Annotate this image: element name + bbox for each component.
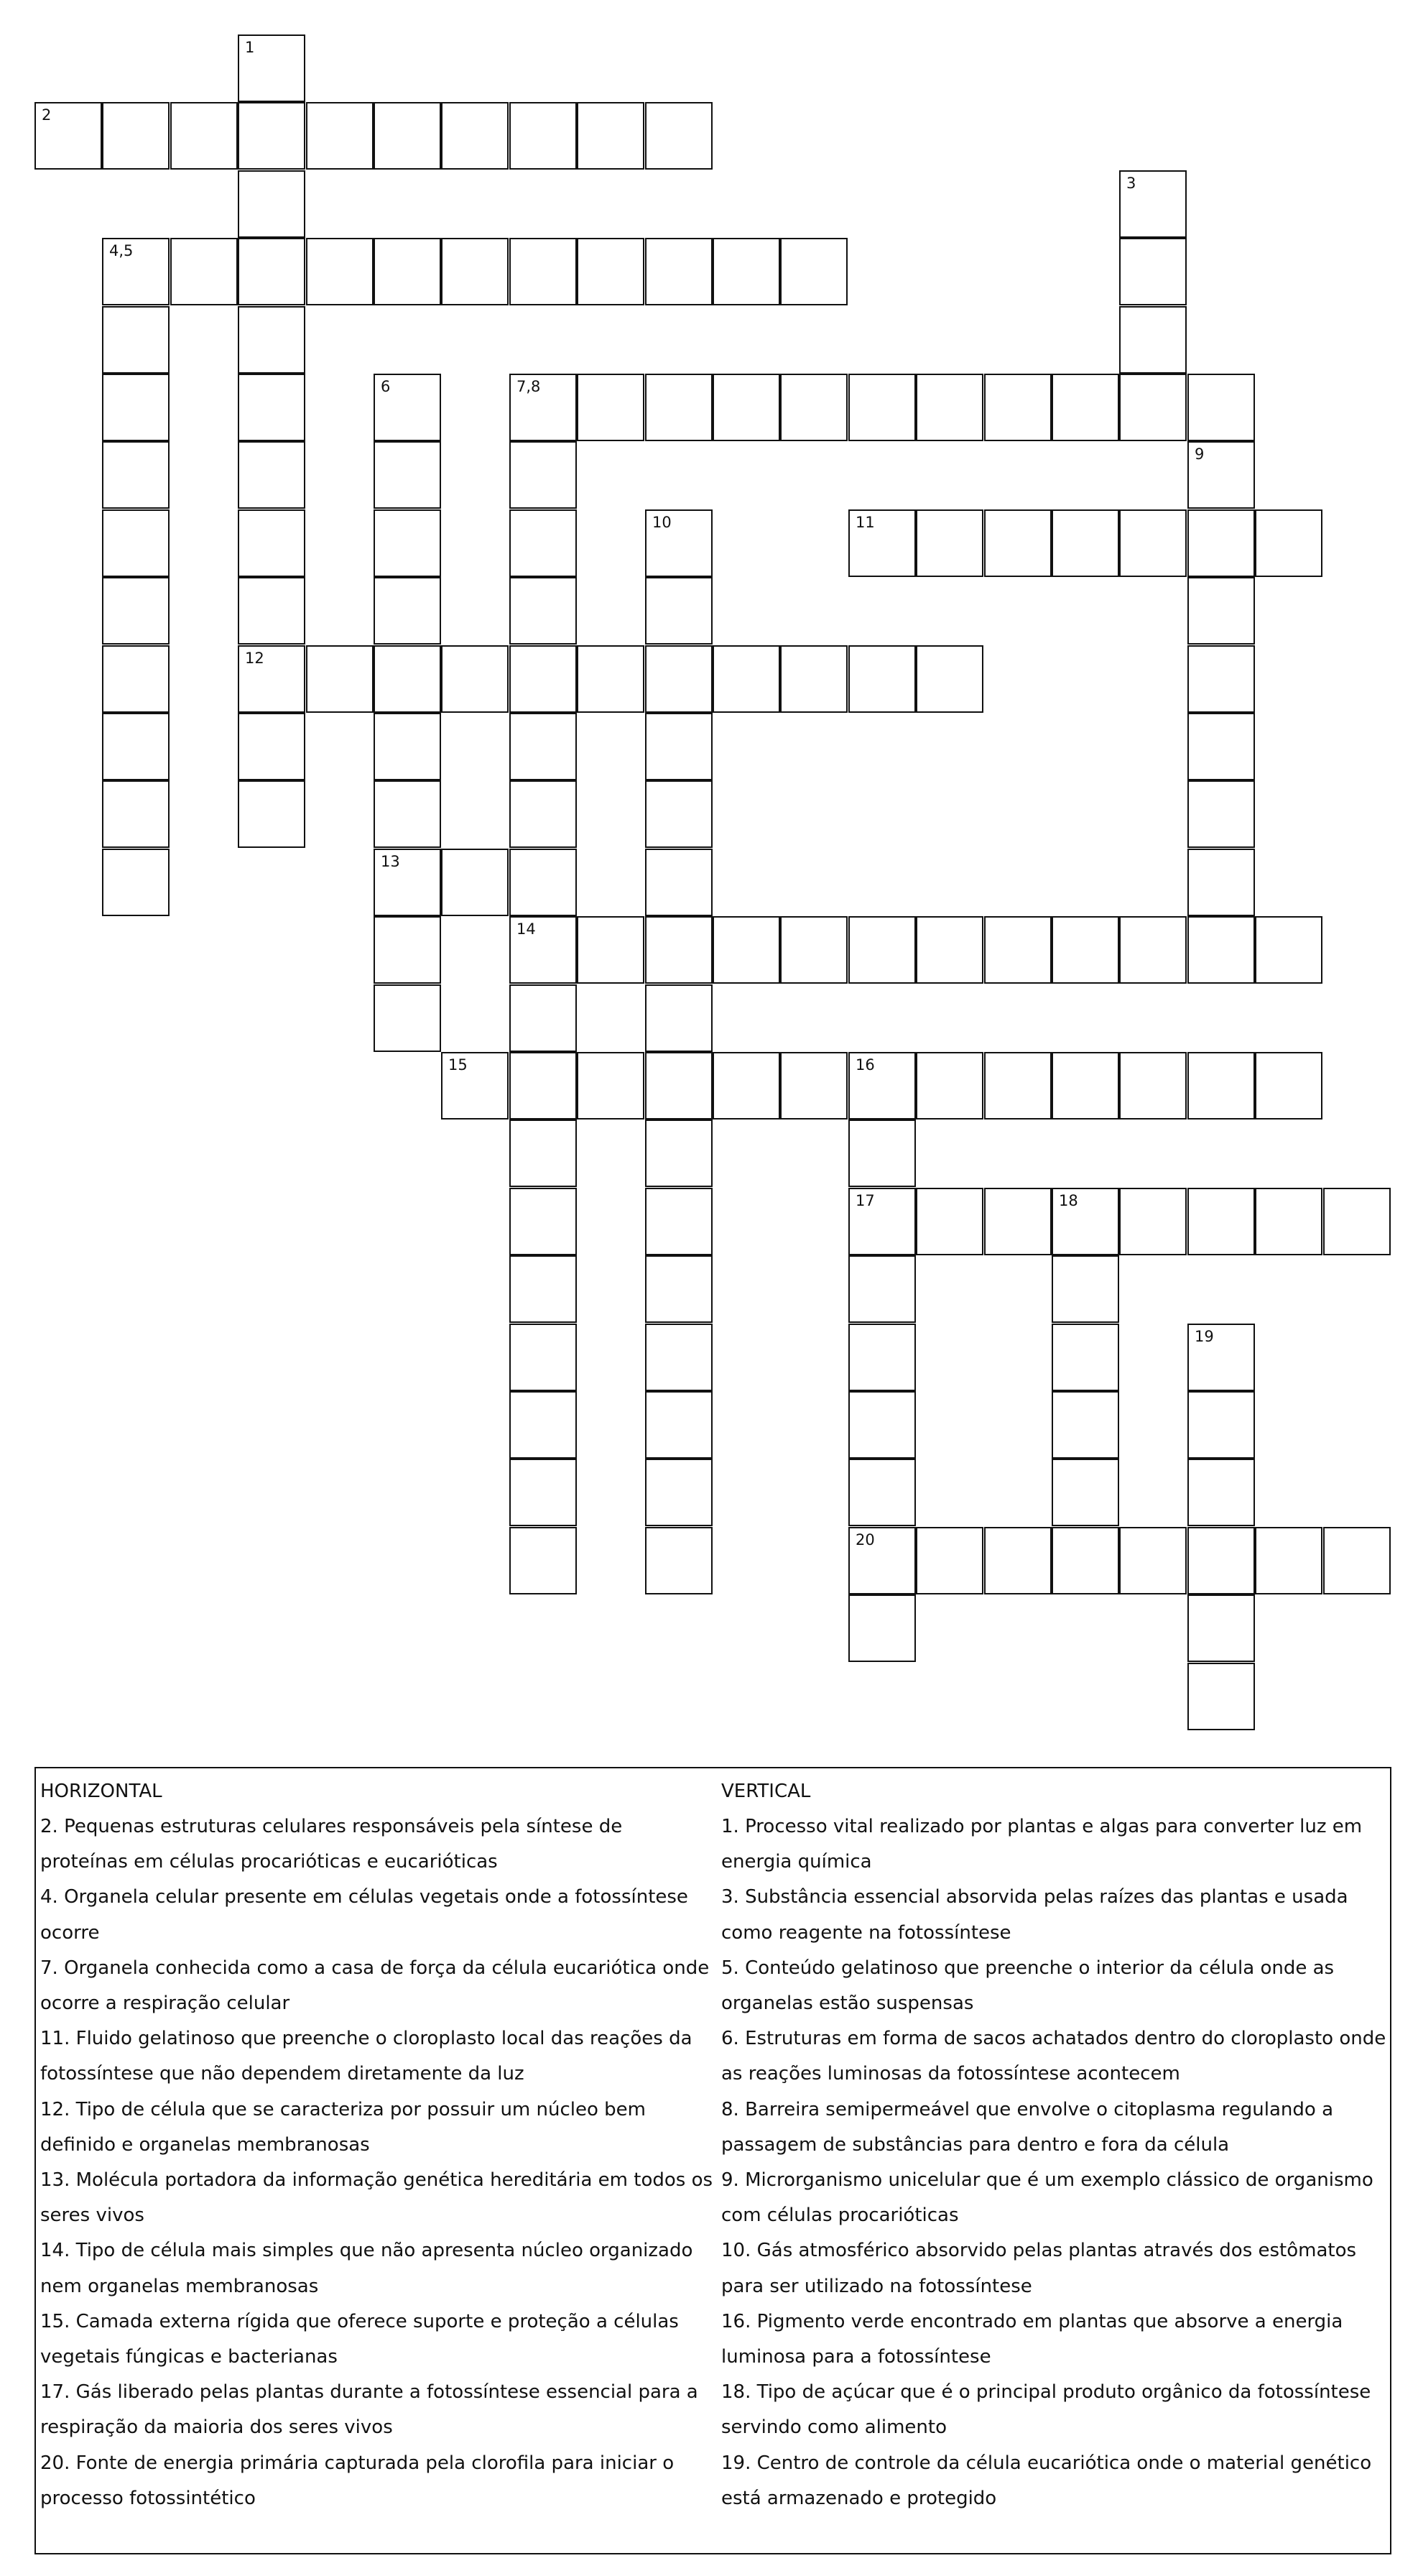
crossword-cell[interactable] bbox=[1187, 1052, 1255, 1120]
crossword-cell[interactable] bbox=[1119, 1052, 1187, 1120]
crossword-cell[interactable] bbox=[645, 102, 713, 170]
crossword-cell[interactable] bbox=[984, 916, 1052, 984]
crossword-cell[interactable] bbox=[713, 916, 780, 984]
crossword-cell[interactable] bbox=[713, 1052, 780, 1120]
crossword-cell[interactable] bbox=[1052, 509, 1119, 577]
crossword-cell[interactable] bbox=[509, 1324, 577, 1391]
crossword-cell[interactable] bbox=[170, 102, 238, 170]
clue-number: 10 bbox=[652, 514, 672, 531]
crossword-cell[interactable] bbox=[848, 1120, 916, 1187]
crossword-cell[interactable] bbox=[1187, 916, 1255, 984]
crossword-cell[interactable] bbox=[374, 984, 441, 1052]
crossword-cell[interactable] bbox=[238, 34, 305, 102]
crossword-cell[interactable] bbox=[848, 1324, 916, 1391]
crossword-cell[interactable] bbox=[577, 916, 644, 984]
crossword-cell[interactable] bbox=[1119, 170, 1187, 238]
crossword-cell[interactable] bbox=[713, 238, 780, 305]
crossword-cell[interactable] bbox=[1052, 1527, 1119, 1594]
vertical-heading: VERTICAL bbox=[721, 1781, 811, 1802]
crossword-cell[interactable] bbox=[1187, 1188, 1255, 1255]
clue-vertical-19: 19. Centro de controle da célula eucariótica onde o material genético está armazenado e protegido bbox=[721, 2452, 1372, 2509]
crossword-cell[interactable] bbox=[102, 306, 170, 374]
crossword-cell[interactable] bbox=[1052, 1391, 1119, 1459]
crossword-cell[interactable] bbox=[916, 1052, 983, 1120]
clue-horizontal-20: 20. Fonte de energia primária capturada pela clorofila para iniciar o processo fotossintético bbox=[40, 2452, 675, 2509]
crossword-cell[interactable] bbox=[170, 238, 238, 305]
clue-horizontal-13: 13. Molécula portadora da informação genética hereditária em todos os seres vivos bbox=[40, 2169, 713, 2227]
clue-number: 20 bbox=[856, 1531, 875, 1548]
crossword-cell[interactable] bbox=[848, 1391, 916, 1459]
crossword-cell[interactable] bbox=[916, 1527, 983, 1594]
crossword-cell[interactable] bbox=[238, 170, 305, 238]
crossword-cell[interactable] bbox=[441, 645, 509, 713]
crossword-cell[interactable] bbox=[848, 1052, 916, 1120]
crossword-cell[interactable] bbox=[1187, 509, 1255, 577]
crossword-cell[interactable] bbox=[780, 1052, 848, 1120]
crossword-cell[interactable] bbox=[306, 645, 374, 713]
crossword-cell[interactable] bbox=[645, 509, 713, 577]
vertical-clues bbox=[721, 1774, 1389, 2516]
crossword-cell[interactable] bbox=[102, 441, 170, 509]
clue-vertical-1: 1. Processo vital realizado por plantas e algas para converter luz em energia química bbox=[721, 1816, 1363, 1873]
crossword-cell[interactable] bbox=[374, 916, 441, 984]
clue-number: 12 bbox=[245, 650, 264, 667]
crossword-cell[interactable] bbox=[645, 1391, 713, 1459]
crossword-cell[interactable] bbox=[238, 577, 305, 645]
crossword-cell[interactable] bbox=[1119, 916, 1187, 984]
crossword-cell[interactable] bbox=[238, 645, 305, 713]
crossword-cell[interactable] bbox=[645, 1459, 713, 1526]
clue-horizontal-11: 11. Fluido gelatinoso que preenche o cloroplasto local das reações da fotossíntese que não dependem diretamente da luz bbox=[40, 2028, 692, 2085]
clue-vertical-5: 5. Conteúdo gelatinoso que preenche o interior da célula onde as organelas estão suspensas bbox=[721, 1957, 1335, 2015]
crossword-cell[interactable] bbox=[1052, 374, 1119, 441]
crossword-cell[interactable] bbox=[848, 916, 916, 984]
clue-number: 17 bbox=[856, 1192, 875, 1209]
crossword-cell[interactable] bbox=[645, 374, 713, 441]
crossword-cell[interactable] bbox=[374, 645, 441, 713]
clue-number: 6 bbox=[381, 378, 391, 395]
crossword-cell[interactable] bbox=[848, 1188, 916, 1255]
clue-vertical-16: 16. Pigmento verde encontrado em plantas que absorve a energia luminosa para a fotossíntese bbox=[721, 2310, 1343, 2368]
crossword-cell[interactable] bbox=[374, 374, 441, 441]
crossword-cell[interactable] bbox=[509, 1527, 577, 1594]
crossword-cell[interactable] bbox=[577, 238, 644, 305]
crossword-cell[interactable] bbox=[441, 849, 509, 916]
clues-box bbox=[34, 1767, 1391, 2554]
crossword-cell[interactable] bbox=[306, 102, 374, 170]
crossword-cell[interactable] bbox=[1255, 1052, 1322, 1120]
crossword-cell[interactable] bbox=[374, 780, 441, 848]
crossword-cell[interactable] bbox=[916, 1188, 983, 1255]
crossword-cell[interactable] bbox=[238, 238, 305, 305]
crossword-cell[interactable] bbox=[645, 645, 713, 713]
crossword-cell[interactable] bbox=[1187, 1391, 1255, 1459]
crossword-cell[interactable] bbox=[509, 984, 577, 1052]
crossword-cell[interactable] bbox=[102, 645, 170, 713]
clue-number: 19 bbox=[1195, 1328, 1214, 1345]
crossword-cell[interactable] bbox=[1323, 1188, 1391, 1255]
crossword-cell[interactable] bbox=[1052, 1188, 1119, 1255]
crossword-cell[interactable] bbox=[509, 238, 577, 305]
clue-vertical-3: 3. Substância essencial absorvida pelas raízes das plantas e usada como reagente na fotossíntese bbox=[721, 1886, 1348, 1944]
crossword-cell[interactable] bbox=[848, 1527, 916, 1594]
crossword-cell[interactable] bbox=[509, 916, 577, 984]
crossword-cell[interactable] bbox=[1255, 916, 1322, 984]
crossword-cell[interactable] bbox=[916, 509, 983, 577]
crossword-cell[interactable] bbox=[374, 713, 441, 780]
crossword-cell[interactable] bbox=[713, 374, 780, 441]
crossword-cell[interactable] bbox=[713, 645, 780, 713]
crossword-cell[interactable] bbox=[509, 102, 577, 170]
crossword-cell[interactable] bbox=[1187, 645, 1255, 713]
crossword-cell[interactable] bbox=[645, 1188, 713, 1255]
clue-number: 9 bbox=[1195, 446, 1205, 463]
clue-vertical-18: 18. Tipo de açúcar que é o principal produto orgânico da fotossíntese servindo como alimento bbox=[721, 2381, 1371, 2439]
crossword-cell[interactable] bbox=[509, 509, 577, 577]
crossword-cell[interactable] bbox=[1255, 1527, 1322, 1594]
crossword-cell[interactable] bbox=[509, 1391, 577, 1459]
crossword-cell[interactable] bbox=[1187, 849, 1255, 916]
crossword-cell[interactable] bbox=[238, 306, 305, 374]
clue-number: 7,8 bbox=[516, 378, 541, 395]
crossword-cell[interactable] bbox=[984, 1527, 1052, 1594]
crossword-cell[interactable] bbox=[34, 102, 102, 170]
crossword-cell[interactable] bbox=[238, 102, 305, 170]
crossword-cell[interactable] bbox=[1119, 238, 1187, 305]
clue-horizontal-17: 17. Gás liberado pelas plantas durante a fotossíntese essencial para a respiração da maioria dos seres vivos bbox=[40, 2381, 698, 2439]
crossword-cell[interactable] bbox=[1052, 1459, 1119, 1526]
crossword-cell[interactable] bbox=[577, 374, 644, 441]
crossword-cell[interactable] bbox=[645, 780, 713, 848]
crossword-cell[interactable] bbox=[1052, 1052, 1119, 1120]
crossword-cell[interactable] bbox=[509, 1052, 577, 1120]
crossword-cell[interactable] bbox=[102, 238, 170, 305]
crossword-cell[interactable] bbox=[509, 1459, 577, 1526]
crossword-cell[interactable] bbox=[238, 441, 305, 509]
crossword-cell[interactable] bbox=[1187, 374, 1255, 441]
clue-horizontal-14: 14. Tipo de célula mais simples que não apresenta núcleo organizado nem organelas membranosas bbox=[40, 2240, 693, 2297]
crossword-cell[interactable] bbox=[780, 238, 848, 305]
crossword-cell[interactable] bbox=[1187, 441, 1255, 509]
crossword-cell[interactable] bbox=[577, 102, 644, 170]
crossword-cell[interactable] bbox=[509, 1188, 577, 1255]
crossword-cell[interactable] bbox=[509, 577, 577, 645]
crossword-cell[interactable] bbox=[1187, 1324, 1255, 1391]
crossword-cell[interactable] bbox=[780, 916, 848, 984]
crossword-cell[interactable] bbox=[509, 374, 577, 441]
crossword-cell[interactable] bbox=[645, 1120, 713, 1187]
crossword-cell[interactable] bbox=[1187, 713, 1255, 780]
horizontal-clues bbox=[40, 1774, 715, 2516]
crossword-cell[interactable] bbox=[780, 374, 848, 441]
crossword-cell[interactable] bbox=[1119, 306, 1187, 374]
crossword-cell[interactable] bbox=[102, 374, 170, 441]
crossword-cell[interactable] bbox=[848, 509, 916, 577]
clue-number: 18 bbox=[1059, 1192, 1078, 1209]
crossword-cell[interactable] bbox=[1187, 1663, 1255, 1730]
clue-number: 16 bbox=[856, 1056, 875, 1074]
crossword-cell[interactable] bbox=[509, 713, 577, 780]
crossword-cell[interactable] bbox=[1323, 1527, 1391, 1594]
crossword-cell[interactable] bbox=[509, 849, 577, 916]
crossword-cell[interactable] bbox=[1119, 1188, 1187, 1255]
clue-number: 1 bbox=[245, 39, 255, 56]
crossword-cell[interactable] bbox=[848, 1594, 916, 1662]
crossword-cell[interactable] bbox=[1187, 1459, 1255, 1526]
crossword-cell[interactable] bbox=[645, 713, 713, 780]
crossword-cell[interactable] bbox=[509, 780, 577, 848]
clue-vertical-10: 10. Gás atmosférico absorvido pelas plantas através dos estômatos para ser utilizado na fotossíntese bbox=[721, 2240, 1357, 2297]
crossword-cell[interactable] bbox=[1187, 1527, 1255, 1594]
crossword-cell[interactable] bbox=[102, 102, 170, 170]
crossword-cell[interactable] bbox=[509, 1255, 577, 1323]
clue-vertical-6: 6. Estruturas em forma de sacos achatados dentro do cloroplasto onde as reações luminosas da fotossíntese acontecem bbox=[721, 2028, 1386, 2085]
crossword-cell[interactable] bbox=[848, 645, 916, 713]
clue-horizontal-2: 2. Pequenas estruturas celulares responsáveis pela síntese de proteínas em células procarióticas e eucarióticas bbox=[40, 1816, 623, 1873]
crossword-cell[interactable] bbox=[374, 849, 441, 916]
crossword-cell[interactable] bbox=[1119, 374, 1187, 441]
crossword-cell[interactable] bbox=[509, 1120, 577, 1187]
crossword-cell[interactable] bbox=[1052, 1324, 1119, 1391]
crossword-cell[interactable] bbox=[1255, 1188, 1322, 1255]
clue-horizontal-4: 4. Organela celular presente em células vegetais onde a fotossíntese ocorre bbox=[40, 1886, 688, 1944]
clue-number: 15 bbox=[448, 1056, 468, 1074]
crossword-cell[interactable] bbox=[1255, 509, 1322, 577]
crossword-cell[interactable] bbox=[645, 1052, 713, 1120]
crossword-cell[interactable] bbox=[509, 441, 577, 509]
clue-vertical-8: 8. Barreira semipermeável que envolve o citoplasma regulando a passagem de substâncias para dentro e fora da célula bbox=[721, 2098, 1333, 2156]
clue-number: 4,5 bbox=[109, 242, 134, 259]
crossword-cell[interactable] bbox=[916, 374, 983, 441]
crossword-cell[interactable] bbox=[1187, 577, 1255, 645]
clue-horizontal-15: 15. Camada externa rígida que oferece suporte e proteção a células vegetais fúngicas e bacterianas bbox=[40, 2310, 679, 2368]
crossword-cell[interactable] bbox=[238, 780, 305, 848]
crossword-cell[interactable] bbox=[441, 102, 509, 170]
crossword-cell[interactable] bbox=[374, 577, 441, 645]
crossword-cell[interactable] bbox=[374, 102, 441, 170]
crossword-cell[interactable] bbox=[645, 849, 713, 916]
crossword-cell[interactable] bbox=[441, 238, 509, 305]
crossword-cell[interactable] bbox=[441, 1052, 509, 1120]
crossword-cell[interactable] bbox=[645, 238, 713, 305]
horizontal-heading: HORIZONTAL bbox=[40, 1781, 162, 1802]
crossword-cell[interactable] bbox=[102, 713, 170, 780]
clue-number: 13 bbox=[381, 853, 400, 870]
crossword-cell[interactable] bbox=[1187, 1594, 1255, 1662]
crossword-cell[interactable] bbox=[848, 1459, 916, 1526]
crossword-cell[interactable] bbox=[645, 1255, 713, 1323]
clue-number: 14 bbox=[516, 920, 536, 938]
crossword-cell[interactable] bbox=[916, 645, 983, 713]
crossword-cell[interactable] bbox=[916, 916, 983, 984]
crossword-cell[interactable] bbox=[645, 1324, 713, 1391]
clue-number: 2 bbox=[42, 106, 52, 124]
crossword-cell[interactable] bbox=[102, 849, 170, 916]
crossword-cell[interactable] bbox=[374, 509, 441, 577]
crossword-cell[interactable] bbox=[984, 374, 1052, 441]
crossword-cell[interactable] bbox=[1187, 780, 1255, 848]
crossword-cell[interactable] bbox=[238, 374, 305, 441]
crossword-cell[interactable] bbox=[509, 645, 577, 713]
clue-number: 11 bbox=[856, 514, 875, 531]
crossword-cell[interactable] bbox=[1119, 509, 1187, 577]
clue-horizontal-7: 7. Organela conhecida como a casa de força da célula eucariótica onde ocorre a respiração celular bbox=[40, 1957, 710, 2015]
crossword-cell[interactable] bbox=[780, 645, 848, 713]
crossword-cell[interactable] bbox=[645, 1527, 713, 1594]
crossword-cell[interactable] bbox=[645, 577, 713, 645]
crossword-cell[interactable] bbox=[1052, 1255, 1119, 1323]
crossword-cell[interactable] bbox=[848, 1255, 916, 1323]
crossword-cell[interactable] bbox=[984, 509, 1052, 577]
crossword-cell[interactable] bbox=[577, 645, 644, 713]
crossword-cell[interactable] bbox=[577, 1052, 644, 1120]
crossword-cell[interactable] bbox=[374, 441, 441, 509]
clue-number: 3 bbox=[1126, 175, 1136, 192]
crossword-cell[interactable] bbox=[238, 713, 305, 780]
crossword-cell[interactable] bbox=[1052, 916, 1119, 984]
crossword-cell[interactable] bbox=[306, 238, 374, 305]
crossword-cell[interactable] bbox=[102, 509, 170, 577]
crossword-cell[interactable] bbox=[848, 374, 916, 441]
crossword-cell[interactable] bbox=[1119, 1527, 1187, 1594]
crossword-cell[interactable] bbox=[374, 238, 441, 305]
crossword-cell[interactable] bbox=[984, 1052, 1052, 1120]
crossword-cell[interactable] bbox=[645, 916, 713, 984]
crossword-cell[interactable] bbox=[102, 577, 170, 645]
clue-vertical-9: 9. Microrganismo unicelular que é um exemplo clássico de organismo com células procarióticas bbox=[721, 2169, 1373, 2227]
clue-horizontal-12: 12. Tipo de célula que se caracteriza por possuir um núcleo bem definido e organelas membranosas bbox=[40, 2098, 646, 2156]
crossword-cell[interactable] bbox=[984, 1188, 1052, 1255]
crossword-cell[interactable] bbox=[645, 984, 713, 1052]
crossword-cell[interactable] bbox=[102, 780, 170, 848]
crossword-cell[interactable] bbox=[238, 509, 305, 577]
